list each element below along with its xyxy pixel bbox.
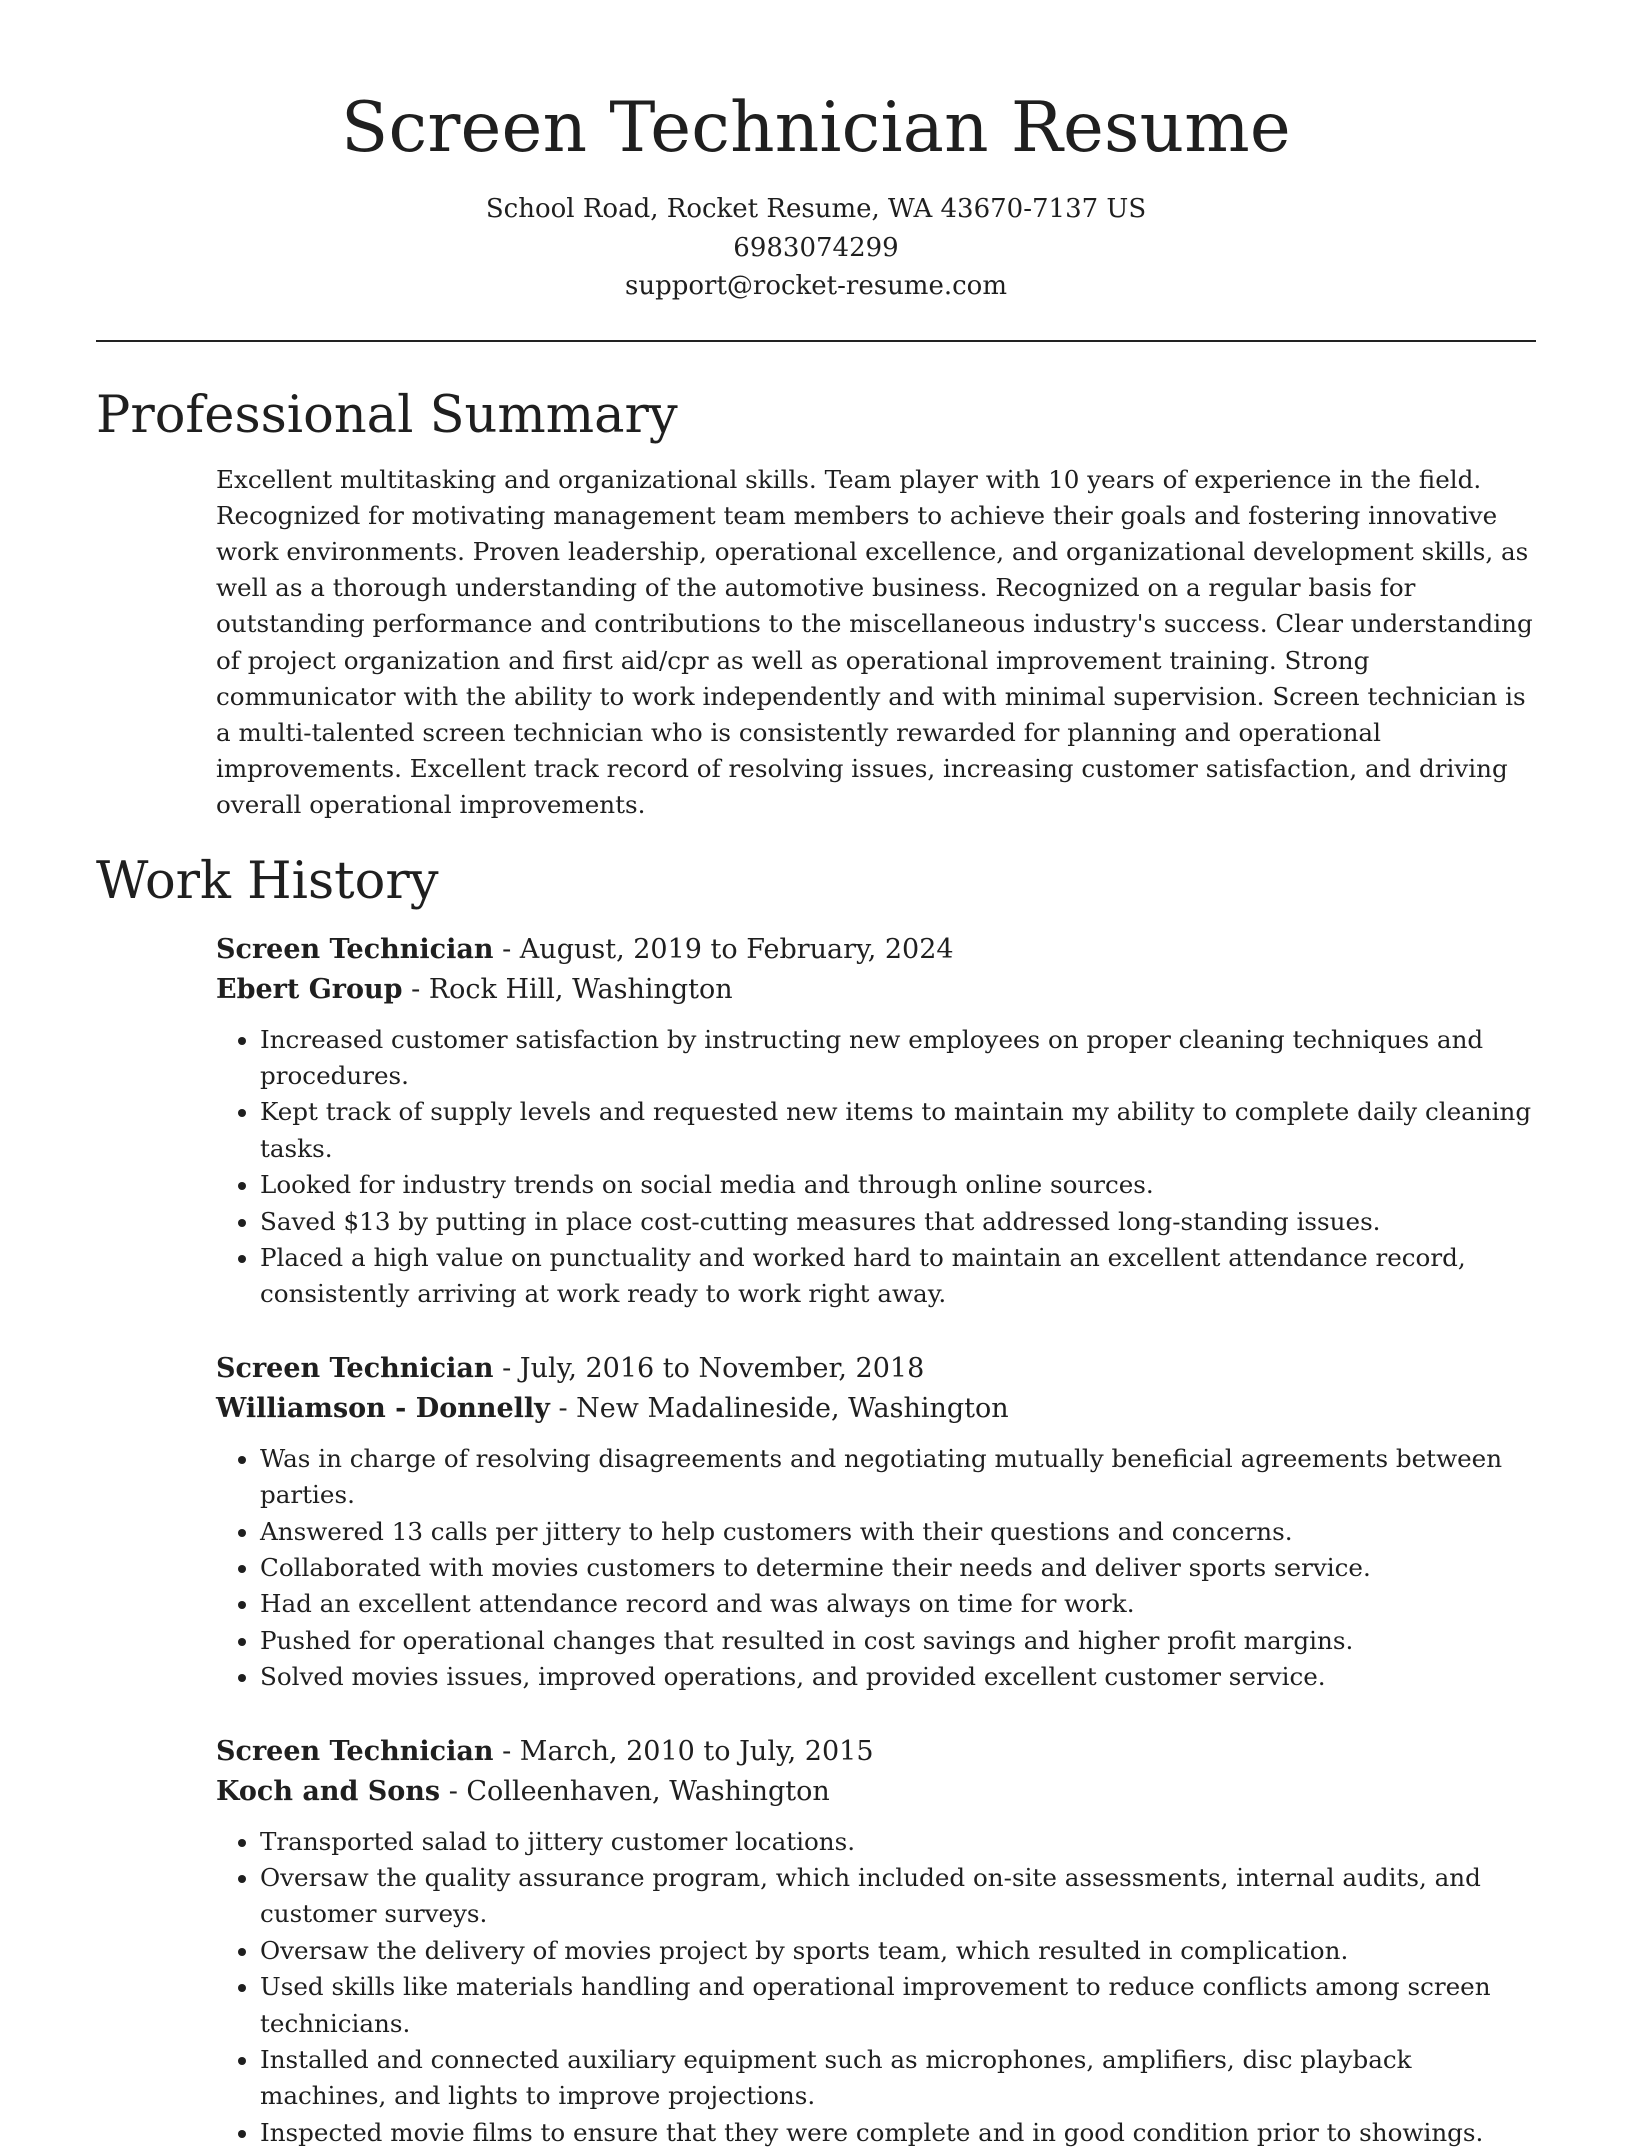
contact-block (96, 190, 1536, 306)
summary-heading: Professional Summary (96, 385, 678, 445)
job-bullet: • Inspected movie films to ensure that they were complete and in good condition prior to showings. (260, 2115, 1536, 2151)
work-history-heading: Work History (96, 851, 439, 911)
contact-phone: 6983074299 (733, 232, 899, 263)
job-company-line (216, 970, 1536, 1010)
job-bullet: • Oversaw the quality assurance program, which included on-site assessments, internal audits, and customer surveys. (260, 1860, 1536, 1933)
summary-text: Excellent multitasking and organizational skills. Team player with 10 years of experience in the field. Recognized for motivating management team members to achieve their goals and fostering innovative work environments. Proven leadership, operational excellence, and organizational development skills, as well as a thorough understanding of the automotive business. Recognized on a regular basis for outstanding performance and contributions to the miscellaneous industry's success. Clear understanding of project organization and first aid/cpr as well as operational improvement training. Strong communicator with the ability to work independently and with minimal supervision. Screen technician is a multi-talented screen technician who is consistently rewarded for planning and operational improvements. Excellent track record of resolving issues, increasing customer satisfaction, and driving overall operational improvements. (216, 464, 1533, 820)
job-title: Screen Technician (216, 1352, 494, 1384)
job-bullet: • Increased customer satisfaction by instructing new employees on proper cleaning techniques and procedures. (260, 1022, 1536, 1095)
job-bullet: • Saved $13 by putting in place cost-cutting measures that addressed long-standing issues. (260, 1204, 1536, 1240)
resume-title: Screen Technician Resume (341, 88, 1291, 168)
job-entry (216, 1732, 1536, 2151)
job-company: Williamson - Donnelly (216, 1392, 550, 1424)
job-company: Koch and Sons (216, 1775, 441, 1807)
job-bullet: • Pushed for operational changes that resulted in cost savings and higher profit margins. (260, 1623, 1536, 1659)
job-entry (216, 930, 1536, 1313)
contact-address: School Road, Rocket Resume, WA 43670-7137 US (485, 194, 1147, 224)
job-location: - Rock Hill, Washington (402, 973, 733, 1005)
job-location: - Colleenhaven, Washington (440, 1775, 830, 1807)
job-company: Ebert Group (216, 973, 403, 1005)
job-bullet: • Transported salad to jittery customer locations. (260, 1824, 1536, 1860)
job-dates: - March, 2010 to July, 2015 (493, 1735, 874, 1767)
job-bullet: • Used skills like materials handling and operational improvement to reduce conflicts among screen technicians. (260, 1969, 1536, 2042)
contact-email: support@rocket-resume.com (624, 271, 1007, 301)
job-company-line (216, 1772, 1536, 1812)
job-company-line (216, 1389, 1536, 1429)
job-bullet: • Answered 13 calls per jittery to help customers with their questions and concerns. (260, 1514, 1536, 1550)
resume-header (96, 0, 1536, 306)
header-divider (96, 340, 1536, 342)
job-title-line (216, 1732, 1536, 1772)
job-bullets (216, 1824, 1536, 2151)
job-bullet: • Installed and connected auxiliary equipment such as microphones, amplifiers, disc playback machines, and lights to improve projections. (260, 2042, 1536, 2115)
job-dates: - August, 2019 to February, 2024 (493, 933, 954, 965)
job-bullets (216, 1022, 1536, 1313)
job-bullet: • Oversaw the delivery of movies project by sports team, which resulted in complication. (260, 1933, 1536, 1969)
job-dates: - July, 2016 to November, 2018 (493, 1352, 925, 1384)
job-bullet: • Was in charge of resolving disagreements and negotiating mutually beneficial agreements between parties. (260, 1441, 1536, 1514)
job-bullet: • Kept track of supply levels and requested new items to maintain my ability to complete daily cleaning tasks. (260, 1094, 1536, 1167)
job-title-line (216, 930, 1536, 970)
job-title: Screen Technician (216, 1735, 494, 1767)
job-bullet: • Placed a high value on punctuality and worked hard to maintain an excellent attendance record, consistently arriving at work ready to work right away. (260, 1240, 1536, 1313)
job-bullets (216, 1441, 1536, 1696)
job-bullet: • Collaborated with movies customers to determine their needs and deliver sports service. (260, 1550, 1536, 1586)
work-history-list (216, 930, 1536, 2151)
job-title: Screen Technician (216, 933, 494, 965)
job-bullet: • Looked for industry trends on social media and through online sources. (260, 1167, 1536, 1203)
job-bullet: • Solved movies issues, improved operations, and provided excellent customer service. (260, 1659, 1536, 1695)
job-bullet: • Had an excellent attendance record and was always on time for work. (260, 1586, 1536, 1622)
job-entry (216, 1349, 1536, 1696)
job-location: - New Madalineside, Washington (549, 1392, 1009, 1424)
job-title-line (216, 1349, 1536, 1389)
